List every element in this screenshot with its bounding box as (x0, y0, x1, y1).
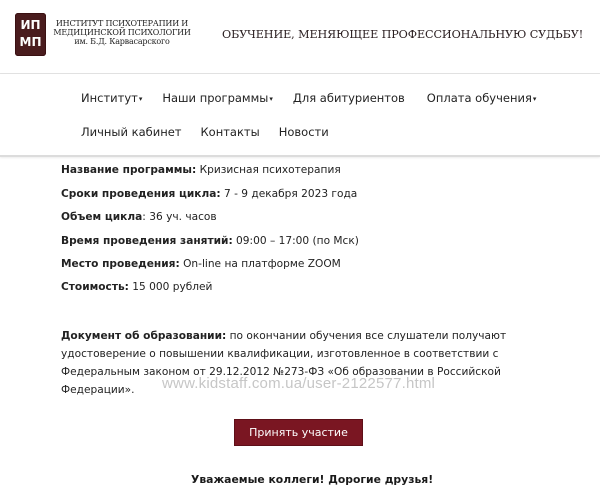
nav-item-news[interactable] (279, 125, 329, 139)
field-label: Стоимость: (61, 281, 129, 293)
nav-item-payment[interactable] (427, 91, 537, 105)
institute-name-line: им. Б.Д. Карвасарского (74, 37, 170, 46)
program-dates (61, 187, 357, 202)
field-value: Кризисная психотерапия (196, 164, 341, 176)
nav-row-1 (81, 91, 555, 105)
field-label: Сроки проведения цикла: (61, 188, 221, 200)
nav-row-2 (81, 125, 348, 139)
nav-item-label: Для абитуриентов (292, 91, 405, 105)
nav-item-label: Новости (278, 125, 329, 139)
nav-item-label: Личный кабинет (81, 125, 182, 139)
field-label: Место проведения: (61, 258, 180, 270)
nav-item-label: Институт (81, 91, 138, 105)
field-value: : 36 уч. часов (142, 211, 217, 223)
program-volume (61, 210, 217, 225)
program-cost (61, 280, 212, 295)
nav-item-programs[interactable] (162, 91, 273, 105)
field-value: On-line на платформе ZOOM (179, 258, 341, 270)
field-label: Название программы: (61, 164, 197, 176)
field-value: 09:00 – 17:00 (по Мск) (232, 235, 359, 247)
field-value: 15 000 рублей (128, 281, 213, 293)
site-header (0, 0, 600, 74)
program-place (61, 257, 341, 272)
nav-item-label: Контакты (200, 125, 260, 139)
nav-item-label: Оплата обучения (426, 91, 532, 105)
chevron-down-icon: ▾ (532, 95, 537, 103)
field-value: по окончании обучения все слушатели получают удостоверение о повышении квалификации, изготовленное в соответствии с Федеральным законом от 29.12.2012 №273-ФЗ «Об образовании в Российской Федерации». (61, 330, 507, 396)
nav-item-account[interactable] (81, 125, 182, 139)
chevron-down-icon: ▾ (269, 95, 273, 103)
field-value: 7 - 9 декабря 2023 года (220, 188, 358, 200)
header-slogan: ОБУЧЕНИЕ, МЕНЯЮЩЕЕ ПРОФЕССИОНАЛЬНУЮ СУДЬБУ! (222, 28, 584, 41)
program-time (61, 234, 359, 249)
institute-name-line: МЕДИЦИНСКОЙ ПСИХОЛОГИИ (53, 28, 191, 37)
field-label: Объем цикла (61, 211, 143, 223)
institute-name[interactable] (52, 19, 192, 46)
logo-line2: МП (19, 35, 42, 49)
watermark-text: www.kidstaff.com.ua/user-2122577.html (162, 375, 436, 392)
institute-logo[interactable] (15, 13, 46, 56)
nav-item-label: Наши программы (162, 91, 269, 105)
field-label: Документ об образовании: (61, 330, 227, 342)
main-navigation (0, 74, 600, 157)
greeting-heading: Уважаемые коллеги! Дорогие друзья! (191, 473, 434, 486)
institute-name-line: ИНСТИТУТ ПСИХОТЕРАПИИ И (55, 19, 189, 28)
participate-button[interactable]: Принять участие (234, 419, 363, 446)
nav-item-contacts[interactable] (201, 125, 260, 139)
logo-line1: ИП (20, 18, 41, 32)
chevron-down-icon: ▾ (138, 95, 143, 103)
field-label: Время проведения занятий: (61, 235, 233, 247)
program-name (61, 163, 341, 178)
nav-item-institute[interactable] (81, 91, 142, 105)
nav-item-applicants[interactable] (293, 91, 405, 105)
